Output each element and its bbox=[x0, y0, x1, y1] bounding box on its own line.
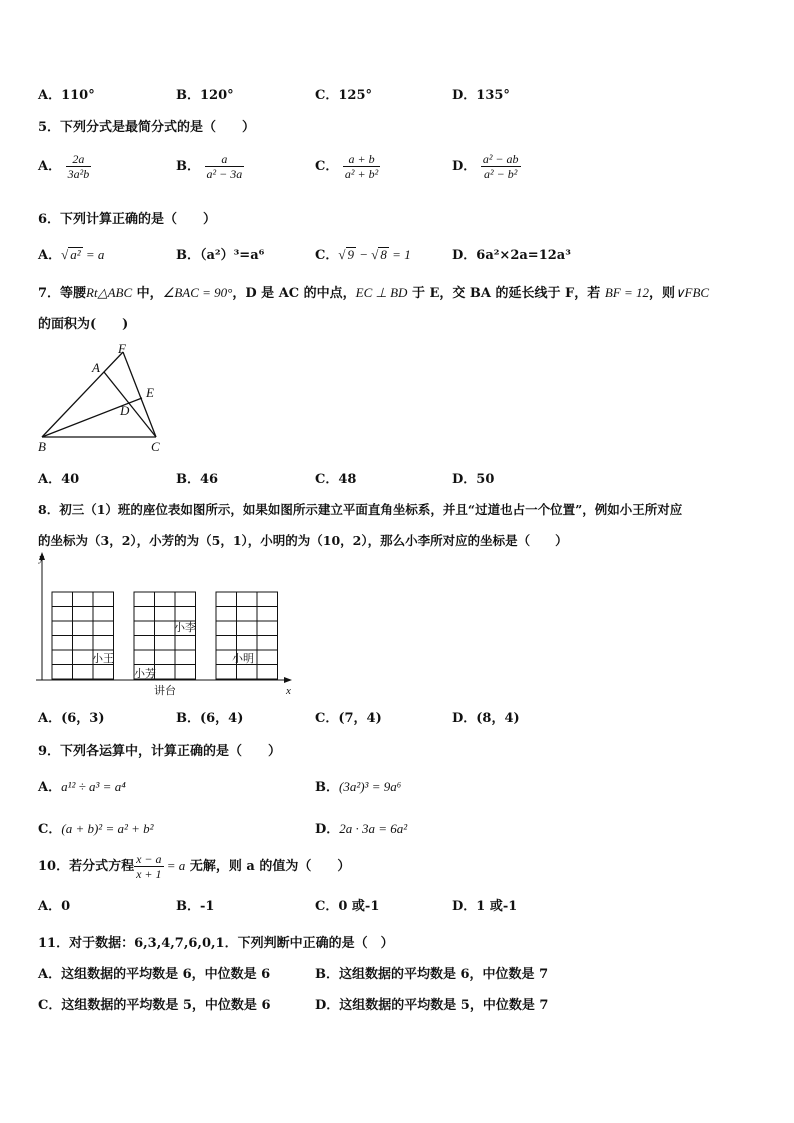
seat-cell bbox=[257, 636, 278, 651]
seat-cell bbox=[257, 607, 278, 622]
seat-cell bbox=[73, 592, 94, 607]
seat-cell bbox=[175, 650, 196, 665]
seat-cell bbox=[175, 607, 196, 622]
y-axis-label: y bbox=[39, 552, 44, 564]
q5-option-c: C． $\frac{a + b}{\text{a² + b²}}$ bbox=[315, 152, 379, 181]
seat-cell bbox=[155, 621, 176, 636]
q4-option-d: D．135° bbox=[452, 88, 510, 103]
seat-cell bbox=[73, 607, 94, 622]
seat-cell bbox=[155, 636, 176, 651]
q7-triangle-figure bbox=[30, 340, 180, 455]
seat-cell bbox=[257, 650, 278, 665]
q8-stem-line2: 的坐标为（3，2），小芳的为（5，1），小明的为（10，2），那么小李所对应的坐标是（ ） bbox=[38, 533, 568, 548]
q8-seating-chart bbox=[30, 548, 300, 700]
label-c: C bbox=[151, 439, 160, 454]
label-xiaowang: 小王 bbox=[92, 653, 114, 665]
seat-cell bbox=[134, 607, 155, 622]
q4-option-c: C．125° bbox=[315, 88, 372, 103]
seat-cell bbox=[216, 636, 237, 651]
label-xiaoli: 小李 bbox=[174, 622, 196, 634]
seat-cell bbox=[237, 621, 258, 636]
seat-cell bbox=[73, 665, 94, 680]
seat-cell bbox=[155, 650, 176, 665]
q4-option-a: A．110° bbox=[38, 88, 95, 103]
label-d: D bbox=[120, 403, 130, 418]
q9-option-c: C．(a + b)² = a² + b² bbox=[38, 821, 154, 837]
seat-cell bbox=[93, 665, 114, 680]
seat-cell bbox=[134, 621, 155, 636]
seat-cell bbox=[52, 650, 73, 665]
seat-cell bbox=[155, 607, 176, 622]
seat-cell bbox=[155, 665, 176, 680]
q5-option-a: A． $\frac{2a}{\text{3a²b}}$ bbox=[38, 152, 90, 181]
seat-cell bbox=[73, 636, 94, 651]
seat-cell bbox=[237, 636, 258, 651]
seat-cell bbox=[93, 636, 114, 651]
q7-option-d: D．50 bbox=[452, 472, 495, 487]
seat-cell bbox=[52, 607, 73, 622]
label-a: A bbox=[92, 360, 100, 375]
q8-option-a: A．(6，3) bbox=[38, 711, 105, 726]
q11-option-b: B．这组数据的平均数是 6，中位数是 7 bbox=[315, 967, 549, 982]
q5-option-d: D． $\frac{\text{a² − ab}}{\text{a² − b²}}$ bbox=[452, 152, 519, 181]
q10-option-c: C．0 或-1 bbox=[315, 899, 380, 914]
seat-cell bbox=[93, 592, 114, 607]
seat-cell bbox=[175, 592, 196, 607]
q10-option-b: B．-1 bbox=[176, 899, 215, 914]
label-e: E bbox=[146, 385, 154, 400]
seat-cell bbox=[257, 665, 278, 680]
seat-cell bbox=[257, 592, 278, 607]
q5-option-b: B． $\frac{a}{\text{a² − 3a}}$ bbox=[176, 152, 243, 181]
seat-cell bbox=[216, 592, 237, 607]
seat-cell bbox=[134, 650, 155, 665]
q9-option-a: A．a¹² ÷ a³ = a⁴ bbox=[38, 779, 126, 795]
q6-stem: 6．下列计算正确的是（ ） bbox=[38, 212, 217, 227]
q4-option-b: B．120° bbox=[176, 88, 234, 103]
q10-option-d: D．1 或-1 bbox=[452, 899, 518, 914]
label-b: B bbox=[38, 439, 46, 454]
label-f: F bbox=[118, 341, 126, 356]
label-xiaoming: 小明 bbox=[232, 653, 254, 665]
q8-option-b: B．(6，4) bbox=[176, 711, 244, 726]
seat-cell bbox=[93, 607, 114, 622]
seat-cell bbox=[52, 592, 73, 607]
label-podium: 讲台 bbox=[154, 685, 176, 697]
q6-option-c: C．√ 9 − √ 8 = 1 bbox=[315, 247, 411, 263]
seat-cell bbox=[237, 592, 258, 607]
seat-cell bbox=[216, 665, 237, 680]
seat-cell bbox=[257, 621, 278, 636]
q11-stem: 11．对于数据：6,3,4,7,6,0,1．下列判断中正确的是（ ） bbox=[38, 936, 394, 951]
q7-stem-line2: 的面积为( ) bbox=[38, 317, 129, 332]
x-axis-arrow bbox=[284, 677, 292, 683]
q9-option-b: B．(3a²)³ = 9a⁶ bbox=[315, 779, 402, 795]
seat-cell bbox=[134, 636, 155, 651]
seat-cell bbox=[237, 607, 258, 622]
seat-cell bbox=[52, 665, 73, 680]
q6-option-a: A．√ a² = a bbox=[38, 247, 105, 263]
q10-option-a: A．0 bbox=[38, 899, 71, 914]
q7-option-c: C．48 bbox=[315, 472, 357, 487]
seat-cell bbox=[216, 621, 237, 636]
seat-cell bbox=[93, 621, 114, 636]
q11-option-d: D．这组数据的平均数是 5，中位数是 7 bbox=[315, 998, 549, 1013]
seat-cell bbox=[73, 650, 94, 665]
q5-stem: 5．下列分式是最简分式的是（ ） bbox=[38, 120, 256, 135]
q6-option-d: D．6a²×2a=12a³ bbox=[452, 248, 571, 263]
seat-cell bbox=[155, 592, 176, 607]
line-bf bbox=[42, 352, 123, 437]
seat-cell bbox=[73, 621, 94, 636]
seat-cell bbox=[216, 607, 237, 622]
x-axis-label: x bbox=[286, 685, 291, 697]
q7-option-b: B．46 bbox=[176, 472, 219, 487]
q6-option-b: B．（a²）³=a⁶ bbox=[176, 248, 265, 263]
line-ac bbox=[104, 372, 156, 437]
seat-cell bbox=[175, 636, 196, 651]
seat-cell bbox=[52, 621, 73, 636]
q8-option-d: D．(8，4) bbox=[452, 711, 520, 726]
q8-stem-line1: 8．初三（1）班的座位表如图所示，如果如图所示建立平面直角坐标系，并且“过道也占一个位置”，例如小王所对应 bbox=[38, 502, 683, 517]
seat-cell bbox=[237, 665, 258, 680]
seat-cell bbox=[52, 636, 73, 651]
q7-option-a: A．40 bbox=[38, 472, 80, 487]
q10-stem: 10．若分式方程 $\frac{x - a}{x + 1}$ = a 无解，则 a 的值为（ ） bbox=[38, 852, 351, 881]
label-xiaofang: 小芳 bbox=[134, 668, 156, 680]
q7-stem-line1: 7．等腰Rt△ABC 中，∠BAC = 90°，D 是 AC 的中点，EC ⊥ BD 于 E，交 BA 的延长线于 F，若 BF = 12，则∨FBC bbox=[38, 285, 710, 301]
seat-cell bbox=[175, 665, 196, 680]
seat-cell bbox=[134, 592, 155, 607]
q11-option-a: A．这组数据的平均数是 6，中位数是 6 bbox=[38, 967, 271, 982]
q9-option-d: D．2a · 3a = 6a² bbox=[315, 821, 408, 837]
q11-option-c: C．这组数据的平均数是 5，中位数是 6 bbox=[38, 998, 271, 1013]
q9-stem: 9．下列各运算中，计算正确的是（ ） bbox=[38, 744, 282, 759]
q8-option-c: C．(7，4) bbox=[315, 711, 382, 726]
